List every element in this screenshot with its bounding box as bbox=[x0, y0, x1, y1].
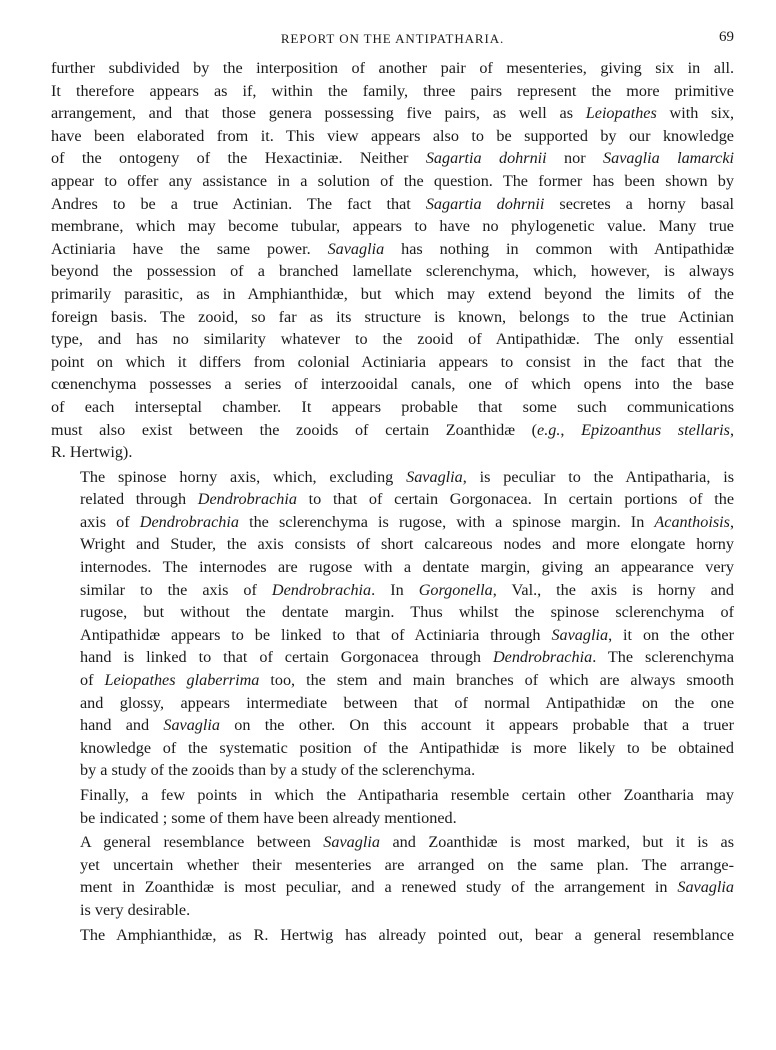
text-run: foreign basis. The zooid, so far as its structure is known, belongs to the true Actinian bbox=[51, 307, 734, 326]
text-run: related through bbox=[80, 490, 198, 509]
text-line bbox=[51, 759, 734, 782]
text-line bbox=[51, 669, 734, 692]
text-line bbox=[51, 831, 734, 854]
text-line bbox=[51, 102, 734, 125]
italic-taxon: Savaglia bbox=[677, 878, 734, 897]
text-run: , Val., the axis is horny and bbox=[492, 580, 734, 599]
text-run: is very desirable. bbox=[80, 900, 191, 919]
text-run: , bbox=[729, 420, 735, 439]
italic-taxon: Sagartia dohrnii bbox=[425, 149, 547, 168]
text-run: membrane, which may become tubular, appears to have no phylogenetic value. Many true bbox=[51, 217, 734, 236]
text-run: hand and bbox=[80, 716, 164, 735]
text-run: of bbox=[80, 671, 105, 690]
text-run: on the other. On this account it appears probable that a truer bbox=[220, 716, 734, 735]
text-run: must also exist between the zooids of certain Zoanthidæ ( bbox=[51, 420, 538, 439]
text-run: type, and has no similarity whatever to the zooid of Antipathidæ. The only essential bbox=[51, 330, 734, 349]
page-number: 69 bbox=[719, 29, 734, 45]
text-line bbox=[51, 488, 734, 511]
text-run: further subdivided by the interposition of another pair of mesenteries, giving six in all. bbox=[51, 59, 734, 77]
text-line bbox=[51, 351, 734, 374]
text-line bbox=[51, 57, 734, 80]
italic-taxon: Savaglia bbox=[327, 239, 385, 258]
text-run: secretes a horny basal bbox=[544, 194, 735, 213]
paragraph bbox=[51, 57, 734, 464]
italic-taxon: Epizoanthus stellaris bbox=[581, 420, 730, 439]
text-run: Wright and Studer, the axis consists of short calcareous nodes and more elongate horny bbox=[80, 535, 734, 554]
text-run: hand is linked to that of certain Gorgonacea through bbox=[80, 648, 493, 667]
text-run: appear to offer any assistance in a solution of the question. The former has been shown by bbox=[51, 171, 734, 190]
text-line bbox=[51, 579, 734, 602]
running-title: REPORT ON THE ANTIPATHARIA. bbox=[280, 31, 505, 46]
text-run: and glossy, appears intermediate between that of normal Antipathidæ on the one bbox=[80, 693, 734, 712]
text-line bbox=[51, 692, 734, 715]
text-run: by a study of the zooids than by a study of the sclerenchyma. bbox=[80, 761, 476, 780]
text-run: arrangement, and that those genera possessing five pairs, as well as bbox=[51, 104, 586, 123]
text-line bbox=[51, 466, 734, 489]
text-run: It therefore appears as if, within the family, three pairs represent the more primitive bbox=[51, 81, 734, 100]
text-line bbox=[51, 899, 734, 922]
text-run: axis of bbox=[80, 512, 140, 531]
italic-taxon: Dendrobrachia bbox=[139, 512, 239, 531]
text-run: , bbox=[729, 512, 734, 531]
text-run: Actiniaria have the same power. bbox=[51, 239, 328, 258]
text-line bbox=[51, 924, 734, 947]
text-run: Antipathidæ appears to be linked to that of Actiniaria through bbox=[80, 625, 552, 644]
text-run: R. Hertwig). bbox=[51, 443, 133, 462]
text-run: be indicated ; some of them have been already mentioned. bbox=[80, 808, 457, 827]
text-line bbox=[51, 215, 734, 238]
text-line bbox=[51, 80, 734, 103]
text-line bbox=[51, 419, 734, 442]
text-line bbox=[51, 556, 734, 579]
running-head bbox=[51, 29, 734, 49]
text-run: with six, bbox=[656, 104, 734, 123]
italic-taxon: Dendrobrachia bbox=[197, 490, 297, 509]
text-line bbox=[51, 601, 734, 624]
text-line bbox=[51, 125, 734, 148]
italic-taxon: Leiopathes glaberrima bbox=[104, 671, 260, 690]
text-line bbox=[51, 441, 734, 464]
text-run: too, the stem and main branches of which are always smooth bbox=[259, 671, 734, 690]
text-run: rugose, but without the dentate margin. Thus whilst the spinose sclerenchyma of bbox=[80, 603, 734, 622]
text-run: Finally, a few points in which the Antipatharia resemble certain other Zoantharia may bbox=[80, 786, 734, 804]
text-run: . In bbox=[371, 580, 419, 599]
text-line bbox=[51, 147, 734, 170]
text-run: beyond the possession of a branched lamellate sclerenchyma, which, however, is always bbox=[51, 262, 734, 281]
text-run: point on which it differs from colonial Actiniaria appears to consist in the fact that the bbox=[51, 352, 734, 371]
italic-taxon: Savaglia bbox=[551, 625, 609, 644]
italic-taxon: e.g. bbox=[537, 420, 561, 439]
text-run: has nothing in common with Antipathidæ bbox=[384, 239, 734, 258]
text-run: cœnenchyma possesses a series of interzooidal canals, one of which opens into the base bbox=[51, 375, 734, 394]
text-run: yet uncertain whether their mesenteries are arranged on the same plan. The arrange- bbox=[80, 855, 734, 874]
text-run: similar to the axis of bbox=[80, 580, 272, 599]
paragraph bbox=[51, 831, 734, 921]
italic-taxon: Savaglia bbox=[163, 716, 220, 735]
text-line bbox=[51, 328, 734, 351]
text-line bbox=[51, 238, 734, 261]
text-run: have been elaborated from it. This view appears also to be supported by our knowledge bbox=[51, 126, 734, 145]
text-run: The Amphianthidæ, as R. Hertwig has already pointed out, bear a general resemblance bbox=[80, 925, 734, 944]
text-line bbox=[51, 373, 734, 396]
text-run: to that of certain Gorgonacea. In certain portions of the bbox=[296, 490, 735, 509]
text-line bbox=[51, 260, 734, 283]
text-run: internodes. The internodes are rugose with a dentate margin, giving an appearance very bbox=[80, 558, 734, 577]
paragraph bbox=[51, 784, 734, 829]
text-line bbox=[51, 170, 734, 193]
italic-taxon: Dendrobrachia bbox=[271, 580, 372, 599]
text-run: nor bbox=[546, 149, 604, 168]
text-line bbox=[51, 396, 734, 419]
text-line bbox=[51, 511, 734, 534]
body-text bbox=[51, 57, 734, 946]
italic-taxon: Sagartia dohrnii bbox=[425, 194, 545, 213]
paragraph bbox=[51, 466, 734, 782]
text-run: , is peculiar to the Antipatharia, is bbox=[462, 467, 734, 486]
italic-taxon: Acanthoisis bbox=[654, 512, 730, 531]
text-run: . The sclerenchyma bbox=[592, 648, 735, 667]
text-line bbox=[51, 624, 734, 647]
italic-taxon: Savaglia bbox=[323, 833, 380, 852]
text-run: knowledge of the systematic position of the Antipathidæ is more likely to be obtained bbox=[80, 738, 734, 757]
text-line bbox=[51, 193, 734, 216]
text-run: , bbox=[560, 420, 582, 439]
text-run: The spinose horny axis, which, excluding bbox=[80, 467, 407, 486]
text-line bbox=[51, 807, 734, 830]
text-run: of each interseptal chamber. It appears probable that some such communications bbox=[51, 397, 734, 416]
text-run: A general resemblance between bbox=[80, 833, 324, 852]
italic-taxon: Leiopathes bbox=[585, 104, 657, 123]
italic-taxon: Savaglia bbox=[406, 467, 463, 486]
text-run: and Zoanthidæ is most marked, but it is as bbox=[379, 833, 734, 852]
text-run: Andres to be a true Actinian. The fact that bbox=[51, 194, 426, 213]
text-run: of the ontogeny of the Hexactiniæ. Neither bbox=[51, 149, 426, 168]
text-run: primarily parasitic, as in Amphianthidæ, but which may extend beyond the limits of the bbox=[51, 284, 734, 303]
text-line bbox=[51, 784, 734, 807]
text-line bbox=[51, 283, 734, 306]
text-line bbox=[51, 533, 734, 556]
paragraph bbox=[51, 924, 734, 947]
italic-taxon: Gorgonella bbox=[418, 580, 493, 599]
italic-taxon: Savaglia lamarcki bbox=[603, 149, 735, 168]
text-line bbox=[51, 876, 734, 899]
text-run: the sclerenchyma is rugose, with a spinose margin. In bbox=[238, 512, 655, 531]
text-line bbox=[51, 306, 734, 329]
text-line bbox=[51, 714, 734, 737]
text-run: , it on the other bbox=[608, 625, 734, 644]
text-line bbox=[51, 737, 734, 760]
text-line bbox=[51, 646, 734, 669]
text-run: ment in Zoanthidæ is most peculiar, and a renewed study of the arrangement in bbox=[80, 878, 678, 897]
text-line bbox=[51, 854, 734, 877]
italic-taxon: Dendrobrachia bbox=[492, 648, 593, 667]
